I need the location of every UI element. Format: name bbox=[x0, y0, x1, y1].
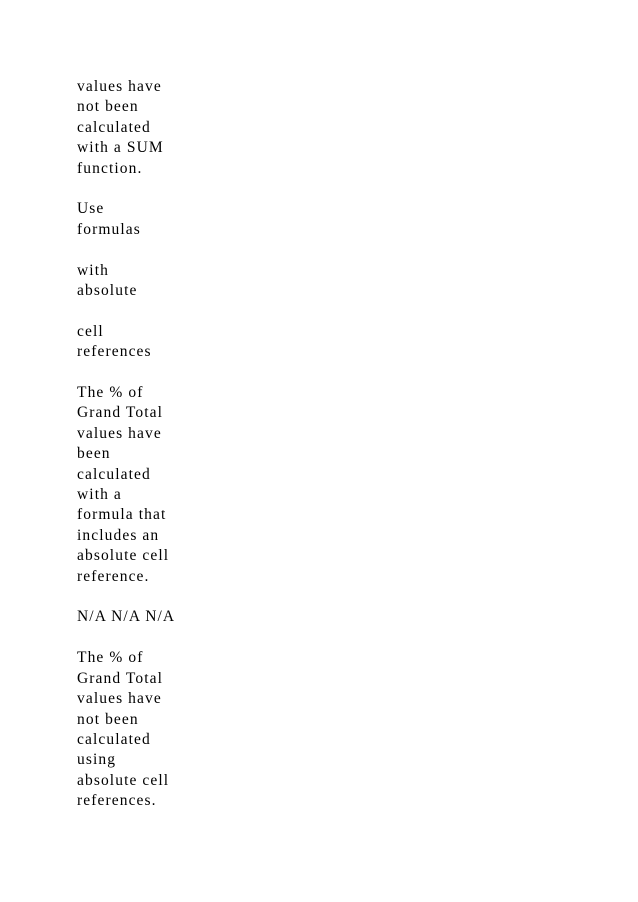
paragraph-with-absolute bbox=[77, 261, 277, 302]
text-line: references. bbox=[77, 792, 157, 810]
text-line: Use bbox=[77, 200, 105, 218]
text-line: references bbox=[77, 343, 152, 361]
paragraph-grand-total-calculated bbox=[77, 383, 277, 587]
text-line: calculated bbox=[77, 730, 151, 748]
text-line: formula that bbox=[77, 506, 167, 524]
text-line: includes an bbox=[77, 526, 160, 544]
text-line: The % of bbox=[77, 384, 144, 402]
text-line: reference. bbox=[77, 567, 150, 585]
text-line: been bbox=[77, 445, 111, 463]
text-line: calculated bbox=[77, 118, 151, 136]
text-line: Grand Total bbox=[77, 404, 164, 422]
text-line: values have bbox=[77, 690, 162, 708]
text-line: with bbox=[77, 261, 109, 279]
text-line: values have bbox=[77, 424, 162, 442]
paragraph-cell-references bbox=[77, 322, 277, 363]
text-line: not been bbox=[77, 710, 139, 728]
text-line: Grand Total bbox=[77, 669, 164, 687]
text-line: not been bbox=[77, 98, 139, 116]
paragraph-grand-total-not-calculated bbox=[77, 648, 277, 811]
text-line: cell bbox=[77, 322, 104, 340]
text-line: with a bbox=[77, 486, 122, 504]
text-line: absolute bbox=[77, 282, 138, 300]
text-line: calculated bbox=[77, 465, 151, 483]
rubric-text bbox=[77, 77, 277, 832]
text-line: absolute cell bbox=[77, 547, 170, 565]
text-line: values have bbox=[77, 78, 162, 95]
text-line: The % of bbox=[77, 649, 144, 667]
text-line: with a SUM bbox=[77, 139, 164, 157]
text-line: using bbox=[77, 751, 117, 769]
text-line: N/A N/A N/A bbox=[77, 608, 176, 626]
text-line: formulas bbox=[77, 220, 141, 238]
paragraph-use-formulas bbox=[77, 199, 277, 240]
paragraph-na bbox=[77, 607, 277, 627]
text-line: absolute cell bbox=[77, 771, 170, 789]
text-line: function. bbox=[77, 159, 143, 177]
paragraph-sum-function bbox=[77, 77, 277, 179]
